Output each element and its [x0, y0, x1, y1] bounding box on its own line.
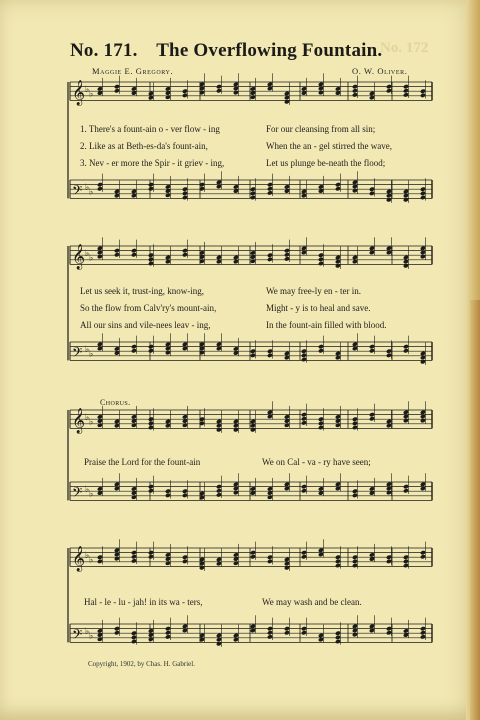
- treble-clef: 𝄞: [72, 546, 86, 572]
- flat-sign: ♭: [85, 84, 90, 95]
- chorus-line2-right: We may wash and be clean.: [262, 597, 362, 607]
- flat-sign: ♭: [89, 187, 94, 198]
- flat-sign: ♭: [85, 344, 90, 355]
- treble-clef: 𝄞: [72, 408, 86, 434]
- flat-sign: ♭: [89, 631, 94, 642]
- flat-sign: ♭: [85, 412, 90, 423]
- flat-sign: ♭: [89, 349, 94, 360]
- flat-sign: ♭: [89, 253, 94, 264]
- bass-clef: 𝄢: [72, 182, 83, 202]
- chorus-label: Chorus.: [100, 398, 131, 407]
- flat-sign: ♭: [89, 89, 94, 100]
- flat-sign: ♭: [85, 182, 90, 193]
- treble-clef: 𝄞: [72, 80, 86, 106]
- verse3-line2-right: In the fount-ain filled with blood.: [266, 320, 387, 330]
- flat-sign: ♭: [85, 484, 90, 495]
- bass-clef: 𝄢: [72, 484, 83, 504]
- verse2-line2-left: So the flow from Calv'ry's mount-ain,: [80, 303, 217, 313]
- verse2-line1-left: 2. Like as at Beth-es-da's fount-ain,: [80, 141, 208, 151]
- verse1-line2-right: We may free-ly en - ter in.: [266, 286, 361, 296]
- chorus-line1-right: We on Cal - va - ry have seen;: [262, 457, 371, 467]
- verse2-line1-right: When the an - gel stirred the wave,: [266, 141, 392, 151]
- verse1-line2-left: Let us seek it, trust-ing, know-ing,: [80, 286, 204, 296]
- copyright-notice: Copyright, 1902, by Chas. H. Gabriel.: [88, 660, 195, 668]
- treble-clef: 𝄞: [72, 244, 86, 270]
- verse2-line2-right: Might - y is to heal and save.: [266, 303, 371, 313]
- verse3-line1-right: Let us plunge be-neath the flood;: [266, 158, 386, 168]
- verse3-line1-left: 3. Nev - er more the Spir - it griev - ing,: [80, 158, 225, 168]
- lyricist-credit: Maggie E. Gregory.: [92, 66, 174, 76]
- verse3-line2-left: All our sins and vile-nees leav - ing,: [80, 320, 211, 330]
- show-through-number: No. 172: [380, 40, 429, 56]
- flat-sign: ♭: [85, 550, 90, 561]
- hymn-number: No. 171.: [70, 40, 138, 61]
- hymn-title: The Overflowing Fountain.: [156, 40, 383, 61]
- flat-sign: ♭: [89, 489, 94, 500]
- chorus-line1-left: Praise the Lord for the fount-ain: [84, 457, 201, 467]
- bass-clef: 𝄢: [72, 344, 83, 364]
- composer-credit: O. W. Oliver.: [352, 66, 408, 76]
- flat-sign: ♭: [89, 417, 94, 428]
- bass-clef: 𝄢: [72, 626, 83, 646]
- flat-sign: ♭: [85, 626, 90, 637]
- verse1-line1-left: 1. There's a fount-ain o - ver flow - ing: [80, 124, 220, 134]
- verse1-line1-right: For our cleansing from all sin;: [266, 124, 376, 134]
- flat-sign: ♭: [89, 555, 94, 566]
- flat-sign: ♭: [85, 248, 90, 259]
- chorus-line2-left: Hal - le - lu - jah! in its wa - ters,: [84, 597, 203, 607]
